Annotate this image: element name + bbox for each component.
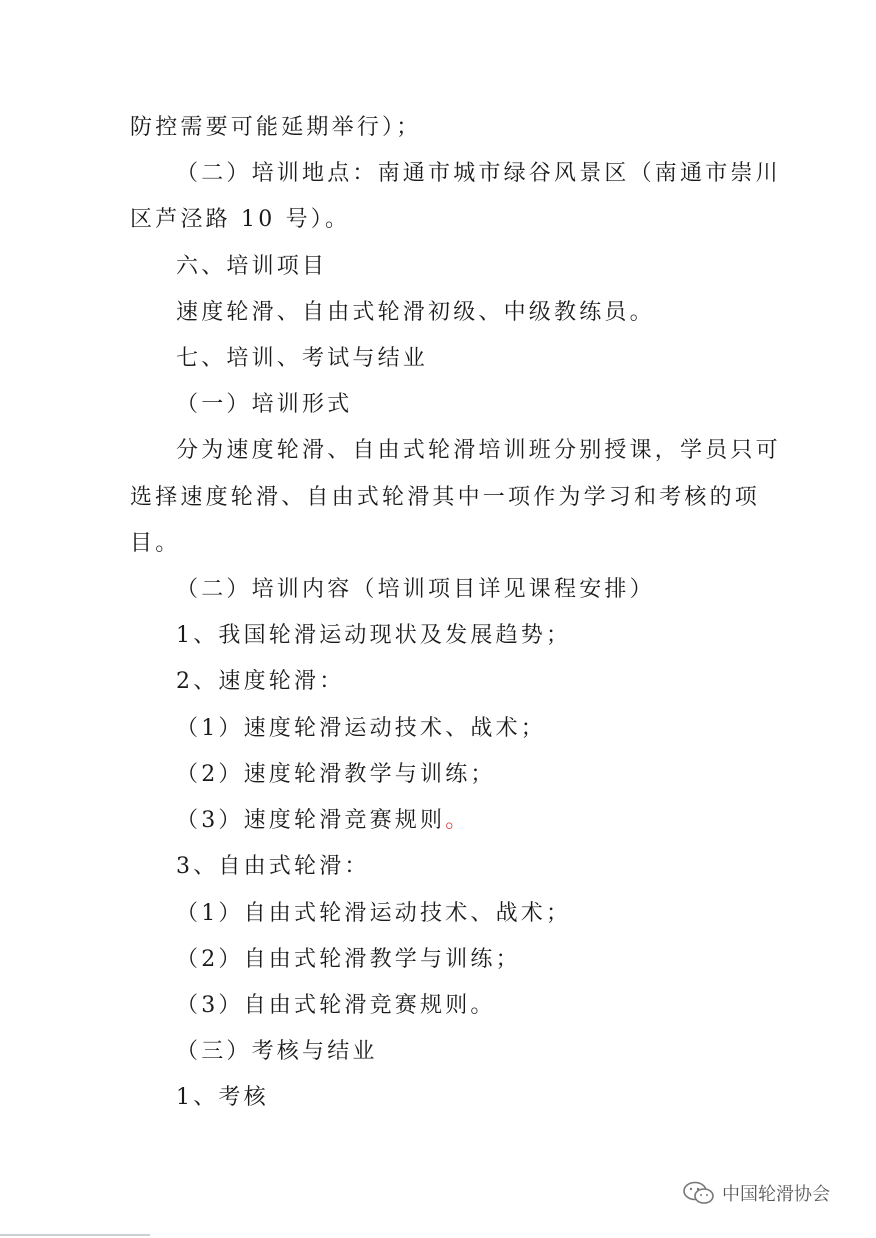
list-item: （1）自由式轮滑运动技术、战术； [176, 901, 572, 926]
watermark-text: 中国轮滑协会 [722, 1184, 830, 1205]
paragraph-line: 区芦泾路 10 号）。 [130, 207, 351, 232]
paragraph-line: 分为速度轮滑、自由式轮滑培训班分别授课，学员只可 [176, 438, 781, 463]
paragraph-line: 速度轮滑、自由式轮滑初级、中级教练员。 [176, 300, 655, 325]
list-item: （2）自由式轮滑教学与训练； [176, 947, 521, 972]
subsection-heading: （三）考核与结业 [176, 1039, 378, 1064]
list-item: （2）速度轮滑教学与训练； [176, 762, 496, 787]
wechat-icon [682, 1180, 716, 1206]
list-item: 2、速度轮滑： [176, 669, 345, 694]
section-heading: 七、培训、考试与结业 [176, 346, 429, 371]
list-item: 1、考核 [176, 1085, 269, 1110]
list-item [176, 805, 470, 837]
paragraph-line: （二）培训地点：南通市城市绿谷风景区（南通市崇川 [176, 161, 781, 186]
paragraph-line: 防控需要可能延期举行）； [130, 115, 422, 140]
section-heading: 六、培训项目 [176, 254, 328, 279]
paragraph-line: 选择速度轮滑、自由式轮滑其中一项作为学习和考核的项 [130, 485, 761, 510]
bottom-divider [0, 1234, 150, 1236]
list-item: （3）自由式轮滑竞赛规则。 [176, 993, 496, 1018]
subsection-heading: （二）培训内容（培训项目详见课程安排） [176, 577, 655, 602]
list-item-text: （3）速度轮滑竞赛规则 [176, 808, 446, 833]
list-item: 3、自由式轮滑： [176, 854, 370, 879]
list-item: 1、我国轮滑运动现状及发展趋势； [176, 623, 572, 648]
red-period: 。 [445, 808, 471, 833]
list-item: （1）速度轮滑运动技术、战术； [176, 716, 546, 741]
wechat-watermark [682, 1180, 830, 1206]
paragraph-line: 目。 [130, 531, 181, 556]
subsection-heading: （一）培训形式 [176, 392, 353, 417]
